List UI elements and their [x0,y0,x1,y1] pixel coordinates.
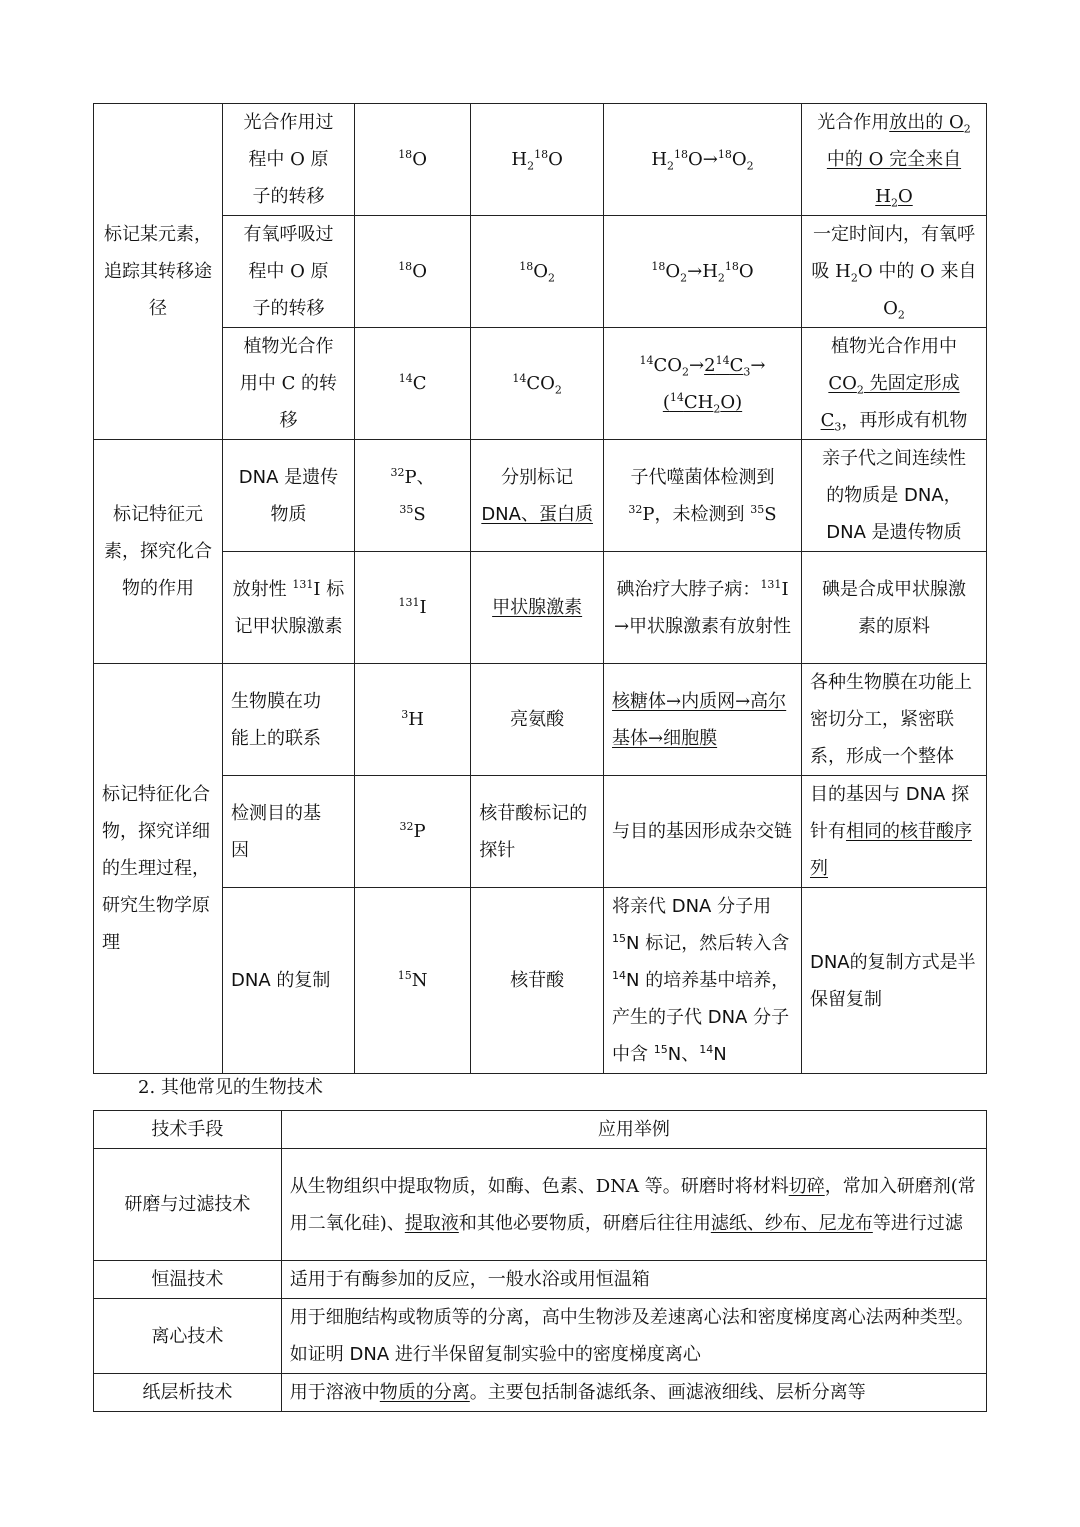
category-text: 标记某元素，追踪其转移途径 [104,224,212,319]
detection-cell: $H_2^{18}O\to^{18}O_2$ [604,104,802,216]
table-row [94,216,987,328]
process-cell [223,664,355,776]
process-cell: 有氧呼吸过程中 O 原子的转移 [223,216,355,328]
conclusion-cell: 目的基因与 DNA 探针有相同的核苷酸序列 [801,776,986,888]
process-text: 检测目的基因 [231,802,321,861]
isotope-cell: $^{15}$N [354,888,470,1074]
detection-cell [604,664,802,776]
table-row [94,1374,987,1412]
labeled-text: 核苷酸标记的探针 [479,802,588,861]
conclusion-text: 各种生物膜在功能上密切分工，紧密联系，形成一个整体 [809,672,972,767]
header-technique: 技术手段 [94,1111,282,1149]
conclusion-cell [801,888,986,1074]
technique-cell: 研磨与过滤技术 [94,1149,282,1261]
application-cell: 从生物组织中提取物质，如酶、色素、DNA 等。研磨时将材料切碎，常加入研磨剂(常用二氧化硅)、提取液和其他必要物质，研磨后往往用滤纸、纱布、尼龙布等进行过滤 [281,1149,986,1261]
conclusion-cell [801,664,986,776]
table-row [94,776,987,888]
application-cell: 用于细胞结构或物质等的分离，高中生物涉及差速离心法和密度梯度离心法两种类型。如证明 DNA 进行半保留复制实验中的密度梯度离心 [281,1299,986,1374]
process-cell: DNA 的复制 [223,888,355,1074]
process-cell [223,776,355,888]
application-cell: 适用于有酶参加的反应，一般水浴或用恒温箱 [281,1261,986,1299]
detection-cell: $^{18}O_2\to H_2^{18}O$ [604,216,802,328]
process-text: 生物膜在功能上的联系 [231,690,321,749]
isotope-labeling-table [93,103,987,1074]
detection-text: 核糖体→内质网→高尔基体→细胞膜 [612,690,787,749]
table-row [94,552,987,664]
technique-cell: 离心技术 [94,1299,282,1374]
process-cell: 植物光合作用中 C 的转移 [223,328,355,440]
conclusion-text: 碘是合成甲状腺激素的原料 [821,578,966,637]
detection-cell [604,776,802,888]
labeled-cell: $^{14}CO_2$ [471,328,604,440]
table-row [94,328,987,440]
category-cell [94,440,223,664]
isotope-cell: $^{18}$O [354,216,470,328]
conclusion-cell: 光合作用放出的 $O_2$ 中的 O 完全来自 $H_2O$ [801,104,986,216]
isotope-cell: $^{131}$I [354,552,470,664]
category-text: 标记特征化合物，探究详细的生理过程，研究生物学原理 [102,784,210,953]
section-heading: 2. 其他常见的生物技术 [138,1077,323,1098]
labeled-cell: $H_2^{18}O$ [471,104,604,216]
application-cell: 用于溶液中物质的分离。主要包括制备滤纸条、画滤液细线、层析分离等 [281,1374,986,1412]
table-row [94,1149,987,1261]
isotope-cell: $^{18}$O [354,104,470,216]
conclusion-cell [801,552,986,664]
conclusion-cell: 一定时间内，有氧呼吸 $H_2O$ 中的 O 来自 $O_2$ [801,216,986,328]
isotope-cell: $^{14}$C [354,328,470,440]
detection-cell: $^{14}CO_2\to 2^{14}C_3\to$ $(^{14}CH_2O)$ [604,328,802,440]
category-cell [94,104,223,440]
technique-cell: 恒温技术 [94,1261,282,1299]
labeled-cell: 亮氨酸 [471,664,604,776]
labeled-cell: 分别标记 DNA、蛋白质 [471,440,604,552]
table-row [94,440,987,552]
isotope-cell: $^{32}$P [354,776,470,888]
table-row [94,104,987,216]
process-cell: DNA 是遗传物质 [223,440,355,552]
conclusion-cell: 植物光合作用中 $CO_2$ 先固定形成 $C_3$，再形成有机物 [801,328,986,440]
labeled-cell [471,776,604,888]
table-header-row [94,1111,987,1149]
table-row [94,1299,987,1374]
labeled-text: 甲状腺激素 [492,597,583,618]
detection-cell: 将亲代 DNA 分子用 $^{15}$N 标记，然后转入含 $^{14}$N 的培养基中培养，产生的子代 DNA 分子中含 $^{15}$N、$^{14}$N [604,888,802,1074]
table-row [94,664,987,776]
technique-cell: 纸层析技术 [94,1374,282,1412]
detection-cell: 碘治疗大脖子病：$^{131}$I →甲状腺激素有放射性 [604,552,802,664]
process-cell: 光合作用过程中 O 原子的转移 [223,104,355,216]
isotope-cell: $^3$H [354,664,470,776]
process-cell: 放射性 $^{131}$I 标记甲状腺激素 [223,552,355,664]
labeled-cell: $^{18}O_2$ [471,216,604,328]
labeled-cell: 核苷酸 [471,888,604,1074]
detection-text: 与目的基因形成杂交链 [612,821,793,842]
bio-techniques-table [93,1110,987,1412]
category-cell [94,664,223,1074]
category-text: 标记特征元素，探究化合物的作用 [104,504,212,599]
table-row [94,1261,987,1299]
table-row [94,888,987,1074]
conclusion-text: DNA的复制方式是半保留复制 [809,951,976,1010]
detection-cell: 子代噬菌体检测到 $^{32}$P，未检测到 $^{35}$S [604,440,802,552]
header-application: 应用举例 [281,1111,986,1149]
labeled-cell [471,552,604,664]
conclusion-cell: 亲子代之间连续性的物质是 DNA，DNA 是遗传物质 [801,440,986,552]
isotope-cell: $^{32}$P、 $^{35}$S [354,440,470,552]
